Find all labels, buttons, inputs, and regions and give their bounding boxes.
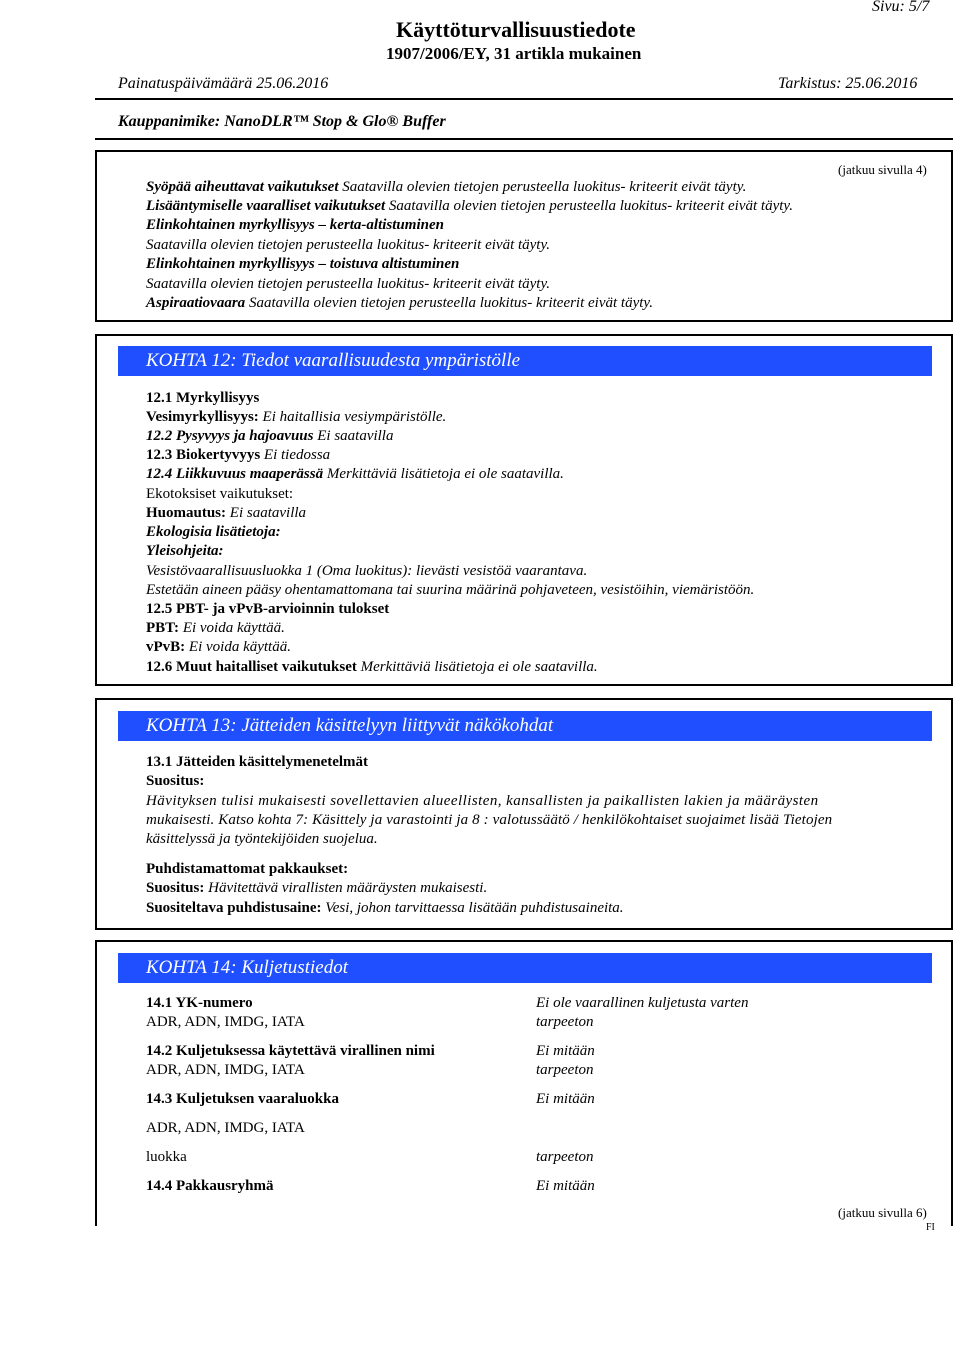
s13-para-2: mukaisesti. Katso kohta 7: Käsittely ja varastointi ja 8 : valotussäätö / henkilökohtaiset suojaimet lisää Tietojen	[146, 812, 833, 828]
s12-pbt: PBT: Ei voida käyttää.	[146, 620, 285, 636]
page-number: Sivu: 5/7	[872, 0, 930, 15]
s13-para-3: käsittelyssä ja työntekijöiden suojelua.	[146, 831, 378, 847]
reproductive-toxicity: Lisääntymiselle vaaralliset vaikutukset Saatavilla olevien tietojen perusteella luokitus- kriteerit eivät täyty.	[146, 198, 793, 214]
s14-modes-1: ADR, ADN, IMDG, IATA	[146, 1014, 305, 1030]
s13-uncleaned: Puhdistamattomat pakkaukset:	[146, 861, 349, 877]
s14-modes-2: ADR, ADN, IMDG, IATA	[146, 1062, 305, 1078]
section-14-title: KOHTA 14: Kuljetustiedot	[118, 953, 932, 983]
s14-hazard-class: 14.3 Kuljetuksen vaaraluokka	[146, 1091, 339, 1107]
s12-ecotoxic: Ekotoksiset vaikutukset:	[146, 486, 294, 502]
print-date: Painatuspäivämäärä 25.06.2016	[118, 75, 329, 92]
s13-methods: 13.1 Jätteiden käsittelymenetelmät	[146, 754, 369, 770]
s14-hazard-class-value: Ei mitään	[536, 1091, 595, 1107]
s14-modes-2-value: tarpeeton	[536, 1062, 594, 1078]
product-name: Kauppanimike: NanoDLR™ Stop & Glo® Buffer	[118, 113, 446, 130]
s14-modes-3: ADR, ADN, IMDG, IATA	[146, 1120, 305, 1136]
s12-bioaccumulation: 12.3 Biokertyvyys Ei tiedossa	[146, 447, 331, 463]
s12-general-notes: Yleisohjeita:	[146, 543, 224, 559]
s14-packing-group: 14.4 Pakkausryhmä	[146, 1178, 274, 1194]
language-code: FI	[926, 1222, 935, 1233]
header-rule	[95, 98, 953, 100]
s13-recommendation: Suositus:	[146, 773, 205, 789]
s13-uncleaned-rec: Suositus: Hävitettävä virallisten määräysten mukaisesti.	[146, 880, 488, 896]
continued-on: (jatkuu sivulla 6)	[838, 1205, 927, 1220]
s12-aquatic: Vesimyrkyllisyys: Ei haitallisia vesiympäristölle.	[146, 409, 447, 425]
section-13-title: KOHTA 13: Jätteiden käsittelyyn liittyvät näkökohdat	[118, 711, 932, 741]
s12-other-effects: 12.6 Muut haitalliset vaikutukset Merkittäviä lisätietoja ei ole saatavilla.	[146, 659, 598, 675]
s14-shipping-name-value: Ei mitään	[536, 1043, 595, 1059]
s12-additional-eco: Ekologisia lisätietoja:	[146, 524, 281, 540]
s12-water-class: Vesistövaarallisuusluokka 1 (Oma luokitus): lievästi vesistöä vaarantava.	[146, 563, 588, 579]
regulation: 1907/2006/EY, 31 artikla mukainen	[386, 44, 642, 63]
s12-toxicity: 12.1 Myrkyllisyys	[146, 390, 260, 406]
revision-date: Tarkistus: 25.06.2016	[778, 75, 918, 92]
stot-single-heading: Elinkohtainen myrkyllisyys – kerta-altistuminen	[146, 217, 444, 233]
header-rule-bottom	[95, 138, 953, 140]
section-12-title: KOHTA 12: Tiedot vaarallisuudesta ympäristölle	[118, 346, 932, 376]
stot-single-text: Saatavilla olevien tietojen perusteella luokitus- kriteerit eivät täyty.	[146, 237, 551, 253]
s12-note: Huomautus: Ei saatavilla	[146, 505, 307, 521]
s14-un-number-value: Ei ole vaarallinen kuljetusta varten	[536, 995, 749, 1011]
s12-persistence: 12.2 Pysyvyys ja hajoavuus Ei saatavilla	[146, 428, 394, 444]
s12-pbt-heading: 12.5 PBT- ja vPvB-arvioinnin tulokset	[146, 601, 390, 617]
s12-vpvb: vPvB: Ei voida käyttää.	[146, 639, 291, 655]
carcinogenicity: Syöpää aiheuttavat vaikutukset Saatavilla olevien tietojen perusteella luokitus- kriteerit eivät täyty.	[146, 179, 747, 195]
s12-mobility: 12.4 Liikkuvuus maaperässä Merkittäviä lisätietoja ei ole saatavilla.	[146, 466, 564, 482]
s14-class-value: tarpeeton	[536, 1149, 594, 1165]
s14-un-number: 14.1 YK-numero	[146, 995, 253, 1011]
s13-cleaning-agent: Suositeltava puhdistusaine: Vesi, johon tarvittaessa lisätään puhdistusaineita.	[146, 900, 624, 916]
aspiration-hazard: Aspiraatiovaara Saatavilla olevien tietojen perusteella luokitus- kriteerit eivät täyty.	[146, 295, 653, 311]
s14-shipping-name: 14.2 Kuljetuksessa käytettävä virallinen nimi	[146, 1043, 435, 1059]
s14-packing-group-value: Ei mitään	[536, 1178, 595, 1194]
s13-para-1: Hävityksen tulisi mukaisesti sovellettavien alueellisten, kansallisten ja paikallisten lakien ja määräysten	[146, 793, 819, 809]
s14-modes-1-value: tarpeeton	[536, 1014, 594, 1030]
s14-class-label: luokka	[146, 1149, 187, 1165]
document-title: Käyttöturvallisuustiedote	[396, 17, 636, 42]
stot-repeated-text: Saatavilla olevien tietojen perusteella luokitus- kriteerit eivät täyty.	[146, 276, 551, 292]
s12-prevent-entry: Estetään aineen pääsy ohentamattomana tai suurina määrinä pohjaveteen, vesistöihin, viemäristöön.	[146, 582, 755, 598]
continued-from: (jatkuu sivulla 4)	[838, 162, 927, 177]
stot-repeated-heading: Elinkohtainen myrkyllisyys – toistuva altistuminen	[146, 256, 460, 272]
